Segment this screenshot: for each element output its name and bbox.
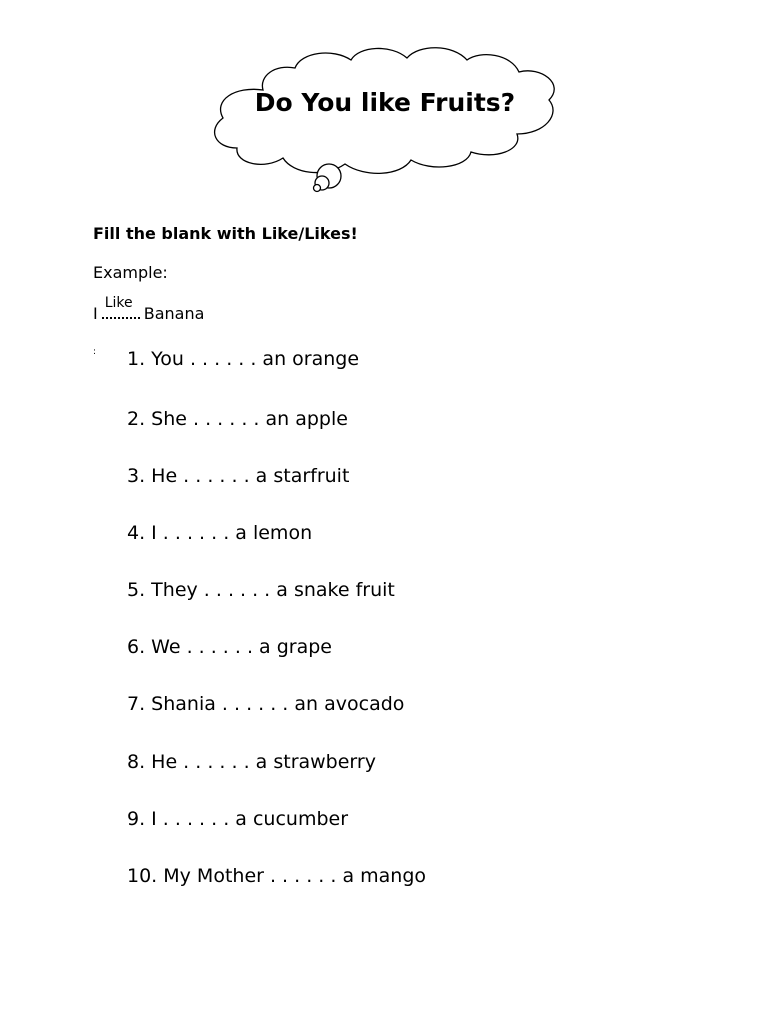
example-label: Example: — [93, 263, 168, 282]
question-item-5: 5. They . . . . . . a snake fruit — [127, 579, 395, 601]
example-answer: Like — [104, 295, 133, 311]
example-sentence — [93, 295, 205, 323]
page-title: Do You like Fruits? — [254, 88, 516, 117]
example-object: Banana — [143, 304, 205, 323]
question-item-6: 6. We . . . . . . a grape — [127, 636, 332, 658]
question-item-2: 2. She . . . . . . an apple — [127, 408, 348, 430]
question-item-9: 9. I . . . . . . a cucumber — [127, 808, 349, 830]
question-item-7: 7. Shania . . . . . . an avocado — [127, 693, 405, 715]
question-item-4: 4. I . . . . . . a lemon — [127, 522, 313, 544]
question-item-10: 10. My Mother . . . . . . a mango — [127, 865, 427, 887]
question-item-3: 3. He . . . . . . a starfruit — [127, 465, 350, 487]
stray-mark: : — [93, 347, 97, 357]
question-item-1: 1. You . . . . . . an orange — [127, 348, 360, 370]
instruction-text: Fill the blank with Like/Likes! — [93, 224, 358, 243]
question-item-8: 8. He . . . . . . a strawberry — [127, 751, 376, 773]
example-blank — [102, 295, 140, 319]
example-subject: I — [93, 304, 98, 323]
thought-bubble-cloud — [205, 38, 575, 198]
